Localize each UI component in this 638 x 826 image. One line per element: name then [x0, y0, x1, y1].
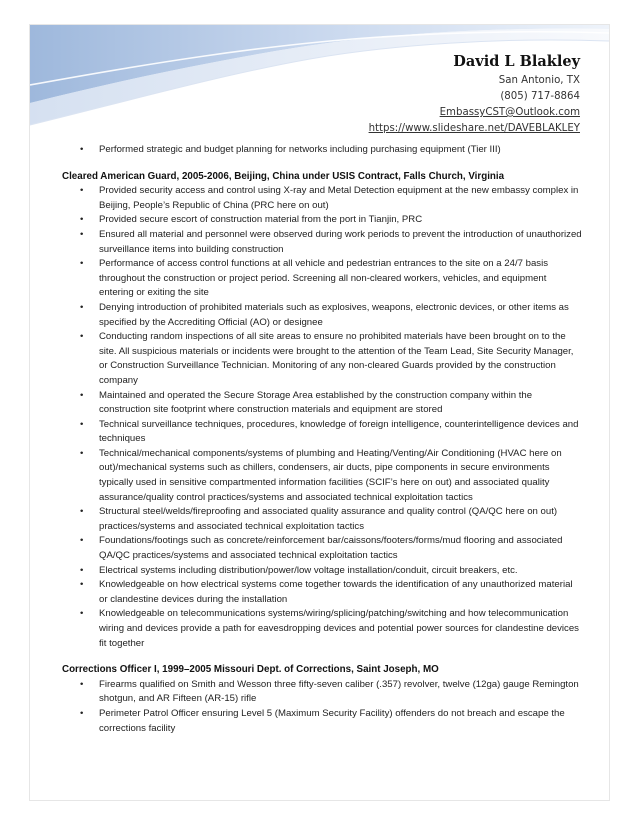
list-item: • Knowledgeable on telecommunications systems/wiring/splicing/patching/switching and how telecommunication wiring and devices provide a path for eavesdropping devices and potential power sources for clandestine devices fit together: [62, 607, 582, 651]
location-text: San Antonio, TX: [498, 75, 580, 86]
list-item: • Foundations/footings such as concrete/reinforcement bar/caissons/footers/forms/mud flooring and associated QA/QC practices/systems and associated technical exploitation tactics: [62, 534, 582, 563]
resume-body: [62, 143, 582, 736]
website-link[interactable]: https://www.slideshare.net/DAVEBLAKLEY: [368, 123, 580, 134]
list-item: • Electrical systems including distribution/power/low voltage installation/conduit, circuit breakers, etc.: [62, 564, 582, 579]
list-item: • Technical/mechanical components/systems of plumbing and Heating/Venting/Air Conditioning (HVAC here on out)/mechanical systems such as chillers, condensers, air ducts, pipe components in secure environments typically used in sensitive compartmented information facilities (SCIF’s here on out) and associated quality assurance/quality control practices/systems and associated technical exploitation tactics: [62, 447, 582, 505]
list-item: • Ensured all material and personnel were observed during work periods to prevent the introduction of unauthorized surveillance items into building construction: [62, 228, 582, 257]
list-item: • Performance of access control functions at all vehicle and pedestrian entrances to the site on a 24/7 basis throughout the construction or project period. Screening all non-cleared workers, vehicles, and equipment entering or exiting the site: [62, 257, 582, 301]
list-item: • Provided secure escort of construction material from the port in Tianjin, PRC: [62, 213, 582, 228]
email-link[interactable]: EmbassyCST@Outlook.com: [439, 107, 580, 118]
list-item: • Structural steel/welds/fireproofing and associated quality assurance and quality control (QA/QC here on out) practices/systems and associated technical exploitation tactics: [62, 505, 582, 534]
job-title: Cleared American Guard, 2005-2006, Beijing, China under USIS Contract, Falls Church, Virginia: [62, 170, 505, 182]
list-item: • Performed strategic and budget planning for networks including purchasing equipment (Tier III): [62, 143, 582, 158]
phone-text: (805) 717-8864: [500, 91, 580, 102]
list-item: • Conducting random inspections of all site areas to ensure no prohibited materials have been brought on to the site. All suspicious materials or incidents were brought to the attention of the Team Lead, Site Security Manager, or Construction Surveillance Technician. Monitoring of any non-cleared Guards provided by the construction company: [62, 330, 582, 388]
list-item: • Provided security access and control using X-ray and Metal Detection equipment at the new embassy complex in Beijing, People’s Republic of China (PRC here on out): [62, 184, 582, 213]
resume-page: [29, 24, 610, 801]
candidate-name: David L Blakley: [453, 53, 580, 70]
list-item: • Denying introduction of prohibited materials such as explosives, weapons, electronic devices, or other items as specified by the Accrediting Official (AO) or designee: [62, 301, 582, 330]
contact-header: [369, 53, 580, 137]
list-item: • Knowledgeable on how electrical systems come together towards the identification of any unauthorized material or clandestine devices during the installation: [62, 578, 582, 607]
job-title: Corrections Officer I, 1999–2005 Missouri Dept. of Corrections, Saint Joseph, MO: [62, 664, 439, 676]
list-item: • Technical surveillance techniques, procedures, knowledge of foreign intelligence, counterintelligence devices and techniques: [62, 418, 582, 447]
list-item: • Firearms qualified on Smith and Wesson three fifty-seven caliber (.357) revolver, twelve (12ga) gauge Remington shotgun, and AR Fifteen (AR-15) rifle: [62, 678, 582, 707]
list-item: • Maintained and operated the Secure Storage Area established by the construction company within the construction site footprint where construction materials and equipment are stored: [62, 389, 582, 418]
list-item: • Perimeter Patrol Officer ensuring Level 5 (Maximum Security Facility) offenders do not breach and escape the corrections facility: [62, 707, 582, 736]
